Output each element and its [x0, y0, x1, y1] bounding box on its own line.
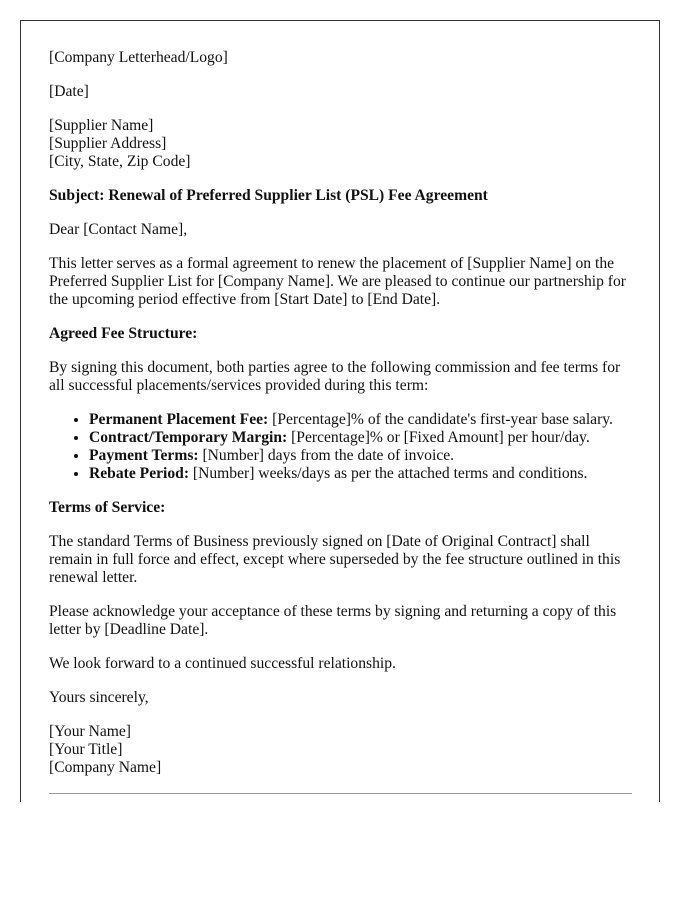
- letterhead: [Company Letterhead/Logo]: [49, 49, 228, 66]
- recipient-city-state-zip: [City, State, Zip Code]: [49, 153, 191, 170]
- fee-item-text: [Number] weeks/days as per the attached terms and conditions.: [189, 465, 588, 482]
- fee-item-label: Contract/Temporary Margin:: [89, 429, 288, 446]
- fee-item-permanent-placement: [89, 411, 633, 429]
- letter-date: [Date]: [49, 83, 89, 100]
- fee-structure-intro: By signing this document, both parties agree to the following commission and fee terms for all successful placements/services provided during this term:: [49, 359, 621, 394]
- salutation: Dear [Contact Name],: [49, 221, 188, 238]
- fee-structure-heading: Agreed Fee Structure:: [49, 325, 198, 342]
- subject-line: Subject: Renewal of Preferred Supplier List (PSL) Fee Agreement: [49, 187, 488, 204]
- terms-of-service-paragraph: The standard Terms of Business previously signed on [Date of Original Contract] shall remain in full force and effect, except where superseded by the fee structure outlined in this renewal letter.: [49, 533, 621, 586]
- recipient-name: [Supplier Name]: [49, 117, 154, 134]
- fee-terms-list: [49, 411, 633, 483]
- signer-title: [Your Title]: [49, 741, 123, 758]
- fee-item-text: [Number] days from the date of invoice.: [198, 447, 455, 464]
- fee-item-label: Payment Terms:: [89, 447, 199, 464]
- fee-item-text: [Percentage]% of the candidate's first-year base salary.: [268, 411, 613, 428]
- acknowledgement-paragraph: Please acknowledge your acceptance of these terms by signing and returning a copy of this letter by [Deadline Date].: [49, 603, 617, 638]
- fee-item-label: Rebate Period:: [89, 465, 190, 482]
- recipient-address-block: [49, 117, 633, 171]
- intro-paragraph: This letter serves as a formal agreement to renew the placement of [Supplier Name] on the Preferred Supplier List for [Company Name]. We are pleased to continue our partnership for the upcoming period effective from [Start Date] to [End Date].: [49, 255, 626, 308]
- signer-company: [Company Name]: [49, 759, 162, 776]
- recipient-address: [Supplier Address]: [49, 135, 167, 152]
- terms-of-service-heading: Terms of Service:: [49, 499, 166, 516]
- signature-block: [49, 723, 633, 777]
- fee-item-contract-margin: [89, 429, 633, 447]
- closing-paragraph: We look forward to a continued successful relationship.: [49, 655, 396, 672]
- letter-page: [20, 20, 660, 802]
- fee-item-payment-terms: [89, 447, 633, 465]
- fee-item-rebate-period: [89, 465, 633, 483]
- fee-item-text: [Percentage]% or [Fixed Amount] per hour/day.: [287, 429, 590, 446]
- sign-off: Yours sincerely,: [49, 689, 149, 706]
- letter-content: [49, 49, 633, 793]
- fee-item-label: Permanent Placement Fee:: [89, 411, 269, 428]
- signer-name: [Your Name]: [49, 723, 132, 740]
- footer-divider: [49, 793, 632, 794]
